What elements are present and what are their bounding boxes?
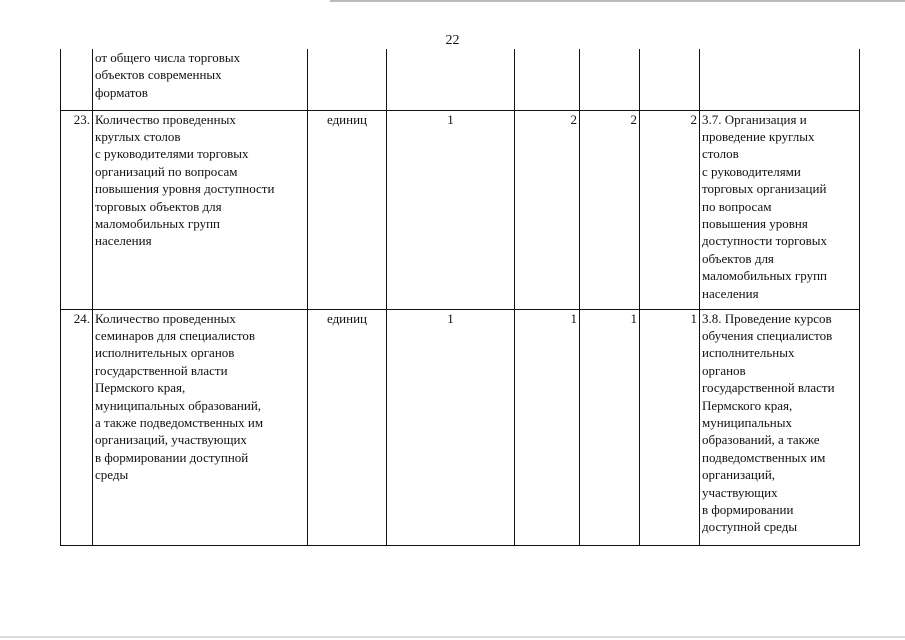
measure-cell: 3.7. Организация и проведение круглых столов с руководителями торговых организаций по вопросам повышения уровня доступности торговых объектов для маломобильных групп населения [700, 110, 860, 309]
value-cell: 1 [387, 110, 515, 309]
indicator-name: от общего числа торговых объектов современных форматов [93, 49, 308, 110]
page-number: 22 [445, 33, 460, 48]
unit-cell [308, 49, 387, 110]
indicators-table [60, 49, 860, 546]
indicator-name: Количество проведенных круглых столов с руководителями торговых организаций по вопросам повышения уровня доступности торговых объектов для маломобильных групп населения [93, 110, 308, 309]
value-cell: 1 [515, 309, 580, 545]
scan-edge-top [330, 0, 905, 2]
indicator-name: Количество проведенных семинаров для специалистов исполнительных органов государственной власти Пермского края, муниципальных образований, а также подведомственных им организаций, участвующих в формировании доступной среды [93, 309, 308, 545]
value-cell: 1 [387, 309, 515, 545]
value-cell [515, 49, 580, 110]
value-cell [580, 49, 640, 110]
value-cell: 2 [515, 110, 580, 309]
value-cell: 2 [640, 110, 700, 309]
measure-cell: 3.8. Проведение курсов обучения специалистов исполнительных органов государственной власти Пермского края, муниципальных образований, а также подведомственных им организаций, участвующих в формировании доступной среды [700, 309, 860, 545]
value-cell: 1 [640, 309, 700, 545]
unit-cell: единиц [308, 110, 387, 309]
row-number: 24. [61, 309, 93, 545]
scan-edge-bottom [0, 636, 905, 638]
unit-cell: единиц [308, 309, 387, 545]
table-row [61, 309, 860, 545]
value-cell: 1 [580, 309, 640, 545]
value-cell [640, 49, 700, 110]
measure-cell [700, 49, 860, 110]
value-cell [387, 49, 515, 110]
table-row [61, 110, 860, 309]
row-number [61, 49, 93, 110]
table-row [61, 49, 860, 110]
value-cell: 2 [580, 110, 640, 309]
row-number: 23. [61, 110, 93, 309]
